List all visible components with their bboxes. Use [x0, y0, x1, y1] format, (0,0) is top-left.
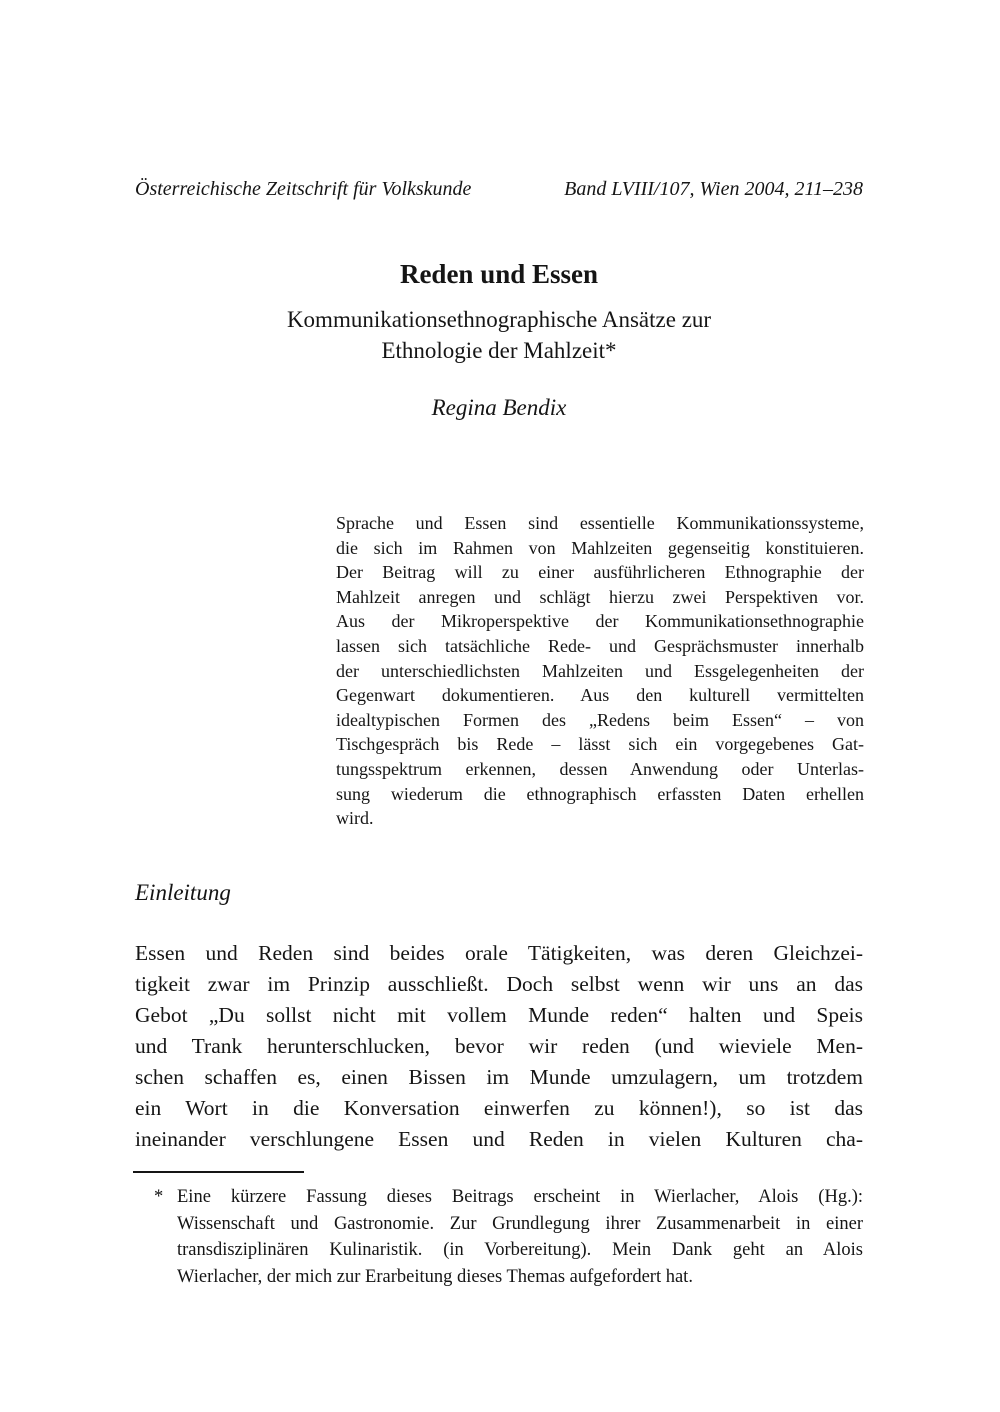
text-line: tigkeit zwar im Prinzip ausschließt. Doch selbst wenn wir uns an das	[135, 972, 863, 996]
text-line: und Trank herunterschlucken, bevor wir reden (und wieviele Men-	[135, 1034, 863, 1058]
text-line: Sprache und Essen sind essentielle Kommunikationssysteme,	[336, 513, 864, 533]
text-line: Essen und Reden sind beides orale Tätigkeiten, was deren Gleichzei-	[135, 941, 863, 965]
page-header	[135, 176, 863, 202]
text-line: idealtypischen Formen des „Redens beim Essen“ – von	[336, 709, 864, 730]
journal-issue-info: Band LVIII/107, Wien 2004, 211–238	[564, 178, 863, 200]
footnote	[154, 1184, 863, 1290]
text-line: wird.	[336, 808, 374, 829]
text-line: transdisziplinären Kulinaristik. (in Vorbereitung). Mein Dank geht an Alois	[177, 1240, 863, 1260]
text-line: Gebot „Du sollst nicht mit vollem Munde reden“ halten und Speis	[135, 1003, 863, 1027]
text-line: lassen sich tatsächliche Rede- und Gesprächsmuster innerhalb	[336, 635, 864, 656]
section-heading: Einleitung	[135, 880, 231, 905]
text-line: Mahlzeit anregen und schlägt hierzu zwei Perspektiven vor.	[336, 586, 864, 607]
text-line: schen schaffen es, einen Bissen im Munde umzulagern, um trotzdem	[135, 1065, 863, 1089]
text-line: sung wiederum die ethnographisch erfassten Daten erhellen	[336, 783, 864, 804]
body-paragraph	[135, 938, 863, 1155]
author-name: Regina Bendix	[431, 395, 567, 420]
text-line: Gegenwart dokumentieren. Aus den kulturell vermittelten	[336, 685, 864, 706]
footnote-marker: *	[154, 1187, 164, 1207]
text-line: tungsspektrum erkennen, dessen Anwendung oder Unterlas-	[336, 758, 864, 779]
text-line: Aus der Mikroperspektive der Kommunikationsethnographie	[336, 611, 864, 632]
article-title: Reden und Essen	[399, 259, 599, 289]
abstract-block	[336, 511, 864, 831]
text-line: Ethnologie der Mahlzeit*	[381, 338, 617, 363]
article-subtitle	[135, 304, 863, 366]
text-line: ein Wort in die Konversation einwerfen zu können!), so ist das	[135, 1096, 863, 1120]
text-line: Der Beitrag will zu einer ausführlicheren Ethnographie der	[336, 562, 864, 583]
text-line: Tischgespräch bis Rede – lässt sich ein vorgegebenes Gat-	[336, 734, 864, 755]
text-line: Wierlacher, der mich zur Erarbeitung dieses Themas aufgefordert hat.	[177, 1266, 693, 1287]
footnote-text	[177, 1184, 863, 1290]
text-line: die sich im Rahmen von Mahlzeiten gegenseitig konstituieren.	[336, 537, 864, 558]
text-line: ineinander verschlungene Essen und Reden in vielen Kulturen cha-	[135, 1127, 863, 1151]
text-line: Eine kürzere Fassung dieses Beitrags erscheint in Wierlacher, Alois (Hg.):	[177, 1187, 863, 1207]
text-line: Wissenschaft und Gastronomie. Zur Grundlegung ihrer Zusammenarbeit in einer	[177, 1213, 863, 1234]
journal-title: Österreichische Zeitschrift für Volkskunde	[135, 178, 472, 200]
text-line: der unterschiedlichsten Mahlzeiten und Essgelegenheiten der	[336, 660, 864, 681]
footnote-rule	[133, 1171, 304, 1173]
text-line: Kommunikationsethnographische Ansätze zur	[286, 307, 712, 332]
